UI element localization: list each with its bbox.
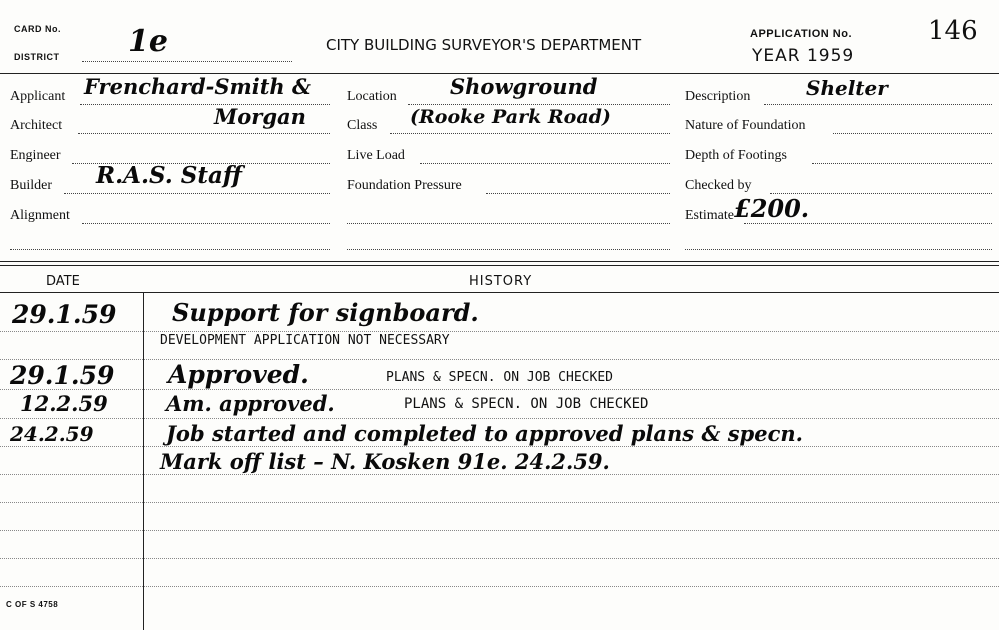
district-value: 1e — [128, 24, 168, 59]
history-rule-top — [0, 261, 999, 262]
history-column-header: HISTORY — [469, 274, 533, 289]
application-no-label: APPLICATION No. — [750, 28, 853, 40]
description-label: Description — [685, 89, 751, 104]
estimate-line — [744, 223, 992, 224]
ruled-line — [0, 418, 999, 419]
architect-label: Architect — [10, 118, 63, 133]
date-column-header: DATE — [46, 274, 80, 289]
estimate-label: Estimate — [685, 208, 734, 223]
nature-of-foundation-label: Nature of Foundation — [685, 118, 806, 133]
history-date: 12.2.59 — [20, 391, 108, 416]
location-label: Location — [347, 89, 397, 104]
description-line — [764, 104, 992, 105]
department-title: CITY BUILDING SURVEYOR'S DEPARTMENT — [326, 36, 642, 54]
ruled-line — [0, 474, 999, 475]
nature-of-foundation-line — [833, 133, 992, 134]
date-column-divider — [143, 292, 144, 630]
year-label: YEAR 1959 — [752, 46, 855, 66]
class-label: Class — [347, 118, 378, 133]
architect-line — [78, 133, 330, 134]
ruled-line — [0, 586, 999, 587]
class-value: (Rooke Park Road) — [410, 106, 611, 128]
history-handwritten-note: Job started and completed to approved plans & specn. — [166, 421, 803, 446]
history-header-rule — [0, 292, 999, 293]
history-date: 29.1.59 — [10, 361, 115, 390]
location-line — [408, 104, 670, 105]
live-load-label: Live Load — [347, 148, 405, 163]
depth-of-footings-label: Depth of Footings — [685, 148, 787, 163]
spare-line-3 — [347, 249, 670, 250]
checked-by-label: Checked by — [685, 178, 752, 193]
live-load-line — [420, 163, 670, 164]
architect-value: Morgan — [214, 104, 306, 129]
spare-line-2 — [347, 223, 670, 224]
foundation-pressure-label: Foundation Pressure — [347, 178, 462, 193]
district-label: DISTRICT — [14, 52, 60, 62]
ruled-line — [0, 530, 999, 531]
history-date: 24.2.59 — [10, 422, 94, 446]
history-handwritten-note: Support for signboard. — [172, 298, 479, 327]
application-no-value: 146 — [928, 16, 978, 46]
spare-line-4 — [685, 249, 992, 250]
builder-line — [64, 193, 330, 194]
class-line — [390, 133, 670, 134]
form-code: C OF S 4758 — [6, 600, 59, 609]
ruled-line — [0, 359, 999, 360]
history-handwritten-note: Mark off list – N. Kosken 91e. 24.2.59. — [160, 449, 610, 474]
description-value: Shelter — [806, 76, 888, 100]
alignment-line — [82, 223, 330, 224]
ruled-line — [0, 502, 999, 503]
history-stamp: PLANS & SPECN. ON JOB CHECKED — [386, 370, 613, 385]
depth-of-footings-line — [812, 163, 992, 164]
ruled-line — [0, 558, 999, 559]
builder-label: Builder — [10, 178, 52, 193]
location-value: Showground — [450, 74, 598, 99]
history-stamp: DEVELOPMENT APPLICATION NOT NECESSARY — [160, 333, 450, 348]
foundation-pressure-line — [486, 193, 670, 194]
alignment-label: Alignment — [10, 208, 70, 223]
history-rule-top-2 — [0, 265, 999, 266]
estimate-value: £200. — [734, 194, 810, 223]
card-no-label: CARD No. — [14, 24, 61, 34]
applicant-label: Applicant — [10, 89, 66, 104]
history-handwritten-note: Am. approved. — [166, 391, 335, 416]
spare-line-1 — [10, 249, 330, 250]
ruled-line — [0, 446, 999, 447]
ruled-line — [0, 331, 999, 332]
history-stamp: PLANS & SPECN. ON JOB CHECKED — [404, 396, 649, 412]
applicant-value: Frenchard-Smith & — [84, 74, 311, 99]
engineer-label: Engineer — [10, 148, 61, 163]
history-date: 29.1.59 — [12, 300, 117, 329]
builder-value: R.A.S. Staff — [96, 162, 242, 189]
ruled-line — [0, 389, 999, 390]
history-handwritten-note: Approved. — [168, 360, 309, 389]
district-line — [82, 61, 292, 62]
